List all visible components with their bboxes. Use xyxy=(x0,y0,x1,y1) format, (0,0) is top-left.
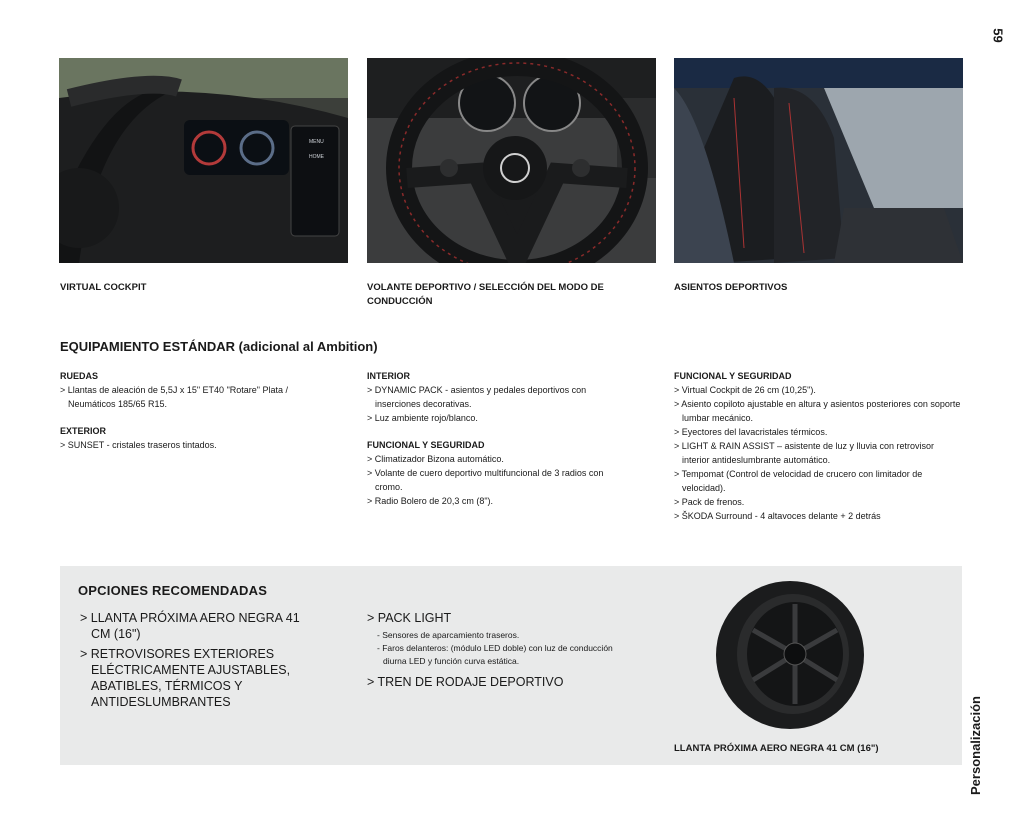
option-item-pack-light: > PACK LIGHT xyxy=(367,610,627,626)
page-number: 59 xyxy=(990,28,1006,43)
list-item: > SUNSET - cristales traseros tintados. xyxy=(60,438,315,452)
options-list-middle xyxy=(367,610,627,690)
heading-interior: INTERIOR xyxy=(367,371,411,381)
option-item-mirrors: > RETROVISORES EXTERIORES ELÉCTRICAMENTE AJUSTABLES, ABATIBLES, TÉRMICOS Y ANTIDESLUMBRANTES xyxy=(80,646,320,710)
cockpit-screen-menu: MENU xyxy=(309,139,324,145)
wheel-caption: LLANTA PRÓXIMA AERO NEGRA 41 CM (16") xyxy=(674,743,879,754)
sport-seats-photo xyxy=(674,58,963,263)
column-right xyxy=(674,369,962,523)
list-item: > LIGHT & RAIN ASSIST – asistente de luz y lluvia con retrovisor interior antideslumbrante automático. xyxy=(674,439,962,467)
caption-virtual-cockpit: VIRTUAL COCKPIT xyxy=(60,282,147,293)
options-list-left xyxy=(80,610,320,714)
caption-sport-seats: ASIENTOS DEPORTIVOS xyxy=(674,282,788,293)
list-item: > Tempomat (Control de velocidad de crucero con limitador de velocidad). xyxy=(674,467,962,495)
cockpit-screen-home: HOME xyxy=(309,154,324,160)
list-item: > Luz ambiente rojo/blanco. xyxy=(367,411,612,425)
option-item-sport-chassis: > TREN DE RODAJE DEPORTIVO xyxy=(367,674,627,690)
options-title: OPCIONES RECOMENDADAS xyxy=(78,583,268,598)
heading-exterior: EXTERIOR xyxy=(60,426,107,436)
option-item-wheel: > LLANTA PRÓXIMA AERO NEGRA 41 CM (16") xyxy=(80,610,320,642)
column-middle xyxy=(367,369,612,508)
list-item: > Volante de cuero deportivo multifuncional de 3 radios con cromo. xyxy=(367,466,612,494)
list-item: > Pack de frenos. xyxy=(674,495,962,509)
heading-funcional-seguridad-right: FUNCIONAL Y SEGURIDAD xyxy=(674,371,792,381)
list-item: > Climatizador Bizona automático. xyxy=(367,452,612,466)
list-item: > ŠKODA Surround - 4 altavoces delante + 2 detrás xyxy=(674,509,962,523)
virtual-cockpit-photo xyxy=(59,58,348,263)
recommended-options-panel xyxy=(60,566,962,765)
aero-wheel-photo xyxy=(715,580,865,730)
caption-steering-wheel: VOLANTE DEPORTIVO / SELECCIÓN DEL MODO DE CONDUCCIÓN xyxy=(367,282,604,307)
heading-ruedas: RUEDAS xyxy=(60,371,99,381)
side-section-label: Personalización xyxy=(968,696,983,795)
pack-light-detail: - Sensores de aparcamiento traseros. xyxy=(377,629,627,642)
pack-light-detail: - Faros delanteros: (módulo LED doble) con luz de conducción diurna LED y función curva estática. xyxy=(377,642,627,668)
list-item: > Radio Bolero de 20,3 cm (8"). xyxy=(367,494,612,508)
list-item: > Virtual Cockpit de 26 cm (10,25"). xyxy=(674,383,962,397)
heading-funcional-seguridad: FUNCIONAL Y SEGURIDAD xyxy=(367,440,485,450)
sport-steering-wheel-photo xyxy=(367,58,656,263)
column-left xyxy=(60,369,315,452)
list-item: > Eyectores del lavacristales térmicos. xyxy=(674,425,962,439)
list-item: > Asiento copiloto ajustable en altura y asientos posteriores con soporte lumbar mecánico. xyxy=(674,397,962,425)
list-item: > DYNAMIC PACK - asientos y pedales deportivos con inserciones decorativas. xyxy=(367,383,612,411)
section-title: EQUIPAMIENTO ESTÁNDAR (adicional al Ambition) xyxy=(60,339,378,354)
list-item: > Llantas de aleación de 5,5J x 15" ET40 "Rotare" Plata / Neumáticos 185/65 R15. xyxy=(60,383,315,411)
